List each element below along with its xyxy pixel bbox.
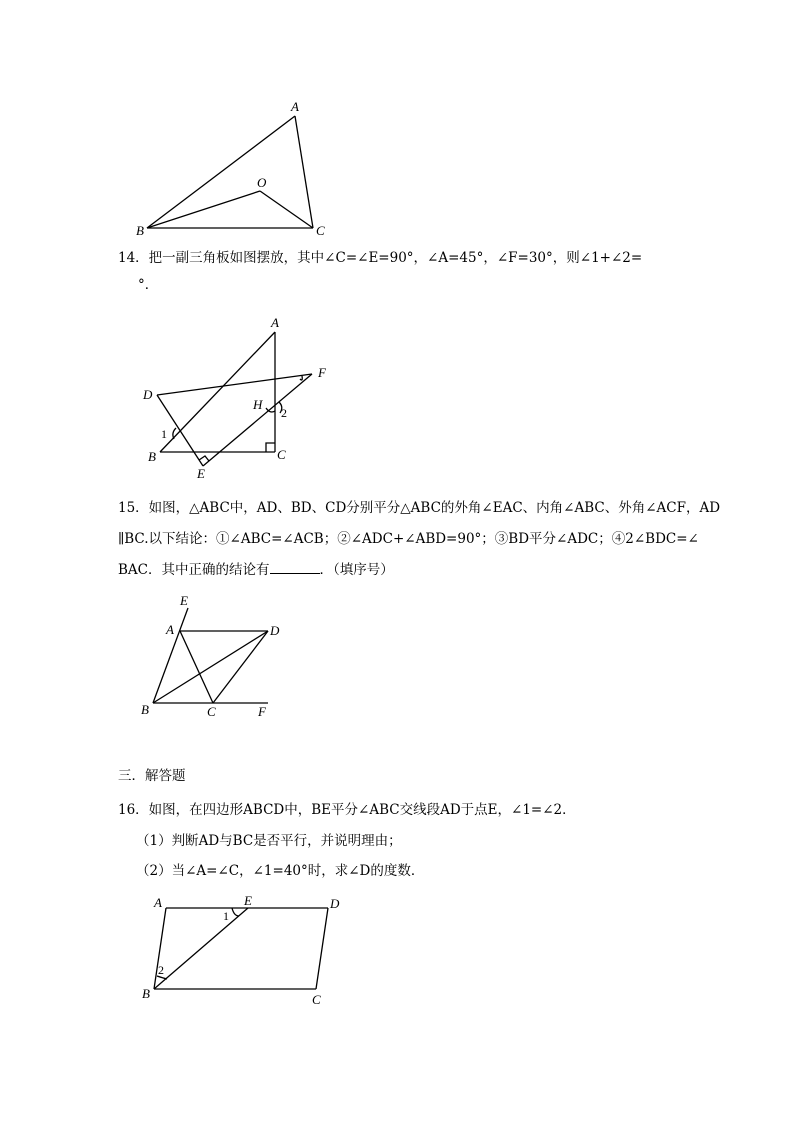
label-a: A — [291, 99, 299, 114]
segment-ac — [295, 116, 313, 228]
q15-text-line1: 15．如图，△ABC中，AD、BD、CD分别平分△ABC的外角∠EAC、内角∠ABC、外角∠ACF，AD — [118, 500, 721, 516]
figure-abcd-bisectors — [0, 590, 794, 725]
figure-15-svg — [0, 590, 794, 725]
figure-quadrilateral-abcd — [0, 890, 794, 1015]
q15-text-line2: ∥BC.以下结论：①∠ABC=∠ACB；②∠ADC+∠ABD=90°；③BD平分∠ADC；④2∠BDC=∠ — [118, 531, 699, 547]
label-e: E — [244, 893, 252, 908]
label-e: E — [180, 593, 188, 608]
segment-cd — [316, 908, 328, 989]
segment-ac — [180, 631, 213, 703]
q16-text-line1: 16．如图，在四边形ABCD中，BE平分∠ABC交线段AD于点E，∠1=∠2． — [118, 802, 576, 818]
q14-text-line2: °． — [138, 277, 159, 293]
q16-text-line2: （1）判断AD与BC是否平行，并说明理由； — [136, 833, 402, 849]
label-b: B — [141, 702, 149, 717]
label-a: A — [166, 622, 174, 637]
section-3-title: 三．解答题 — [118, 768, 186, 784]
figure-14-svg — [0, 300, 794, 490]
label-e: E — [197, 466, 205, 481]
segment-bo — [147, 191, 260, 228]
label-c: C — [312, 992, 321, 1007]
label-d: D — [330, 896, 340, 911]
figure-16-svg — [0, 890, 794, 1015]
segment-bd — [153, 631, 268, 703]
label-c: C — [207, 704, 216, 719]
label-h: H — [253, 397, 263, 412]
label-d: D — [270, 623, 280, 638]
label-o: O — [257, 175, 267, 190]
segment-cd — [213, 631, 268, 703]
q14-text-line1: 14．把一副三角板如图摆放，其中∠C=∠E=90°，∠A=45°，∠F=30°，则∠1+∠2= — [118, 250, 643, 266]
label-b: B — [148, 449, 156, 464]
q16-text-line3: （2）当∠A=∠C，∠1=40°时，求∠D的度数． — [136, 863, 425, 879]
label-1: 1 — [161, 427, 167, 441]
q15-text-line3-b: ．（填序号） — [319, 562, 394, 578]
figure-13-svg — [0, 0, 794, 240]
label-f: F — [258, 704, 266, 719]
right-angle-c — [266, 443, 275, 452]
label-a: A — [271, 315, 279, 330]
label-c: C — [277, 447, 286, 462]
label-a: A — [154, 895, 162, 910]
right-angle-e — [199, 456, 209, 461]
segment-ba — [147, 116, 295, 228]
label-c: C — [316, 223, 325, 238]
angle-mark-1 — [232, 908, 239, 916]
angle-mark-f — [300, 376, 302, 380]
label-2: 2 — [158, 963, 164, 977]
segment-be — [154, 908, 248, 989]
label-d: D — [143, 387, 153, 402]
segment-df — [157, 374, 312, 395]
label-b: B — [136, 223, 144, 238]
segment-oc — [260, 191, 313, 228]
q15-answer-blank[interactable] — [270, 561, 320, 574]
q15-text-line3 — [118, 561, 394, 579]
figure-set-squares — [0, 300, 794, 490]
label-b: B — [142, 986, 150, 1001]
figure-triangle-abo — [0, 0, 794, 240]
label-1: 1 — [223, 909, 229, 923]
q15-text-line3-a: BAC．其中正确的结论有 — [118, 562, 270, 578]
label-2: 2 — [281, 406, 287, 420]
label-f: F — [318, 365, 326, 380]
